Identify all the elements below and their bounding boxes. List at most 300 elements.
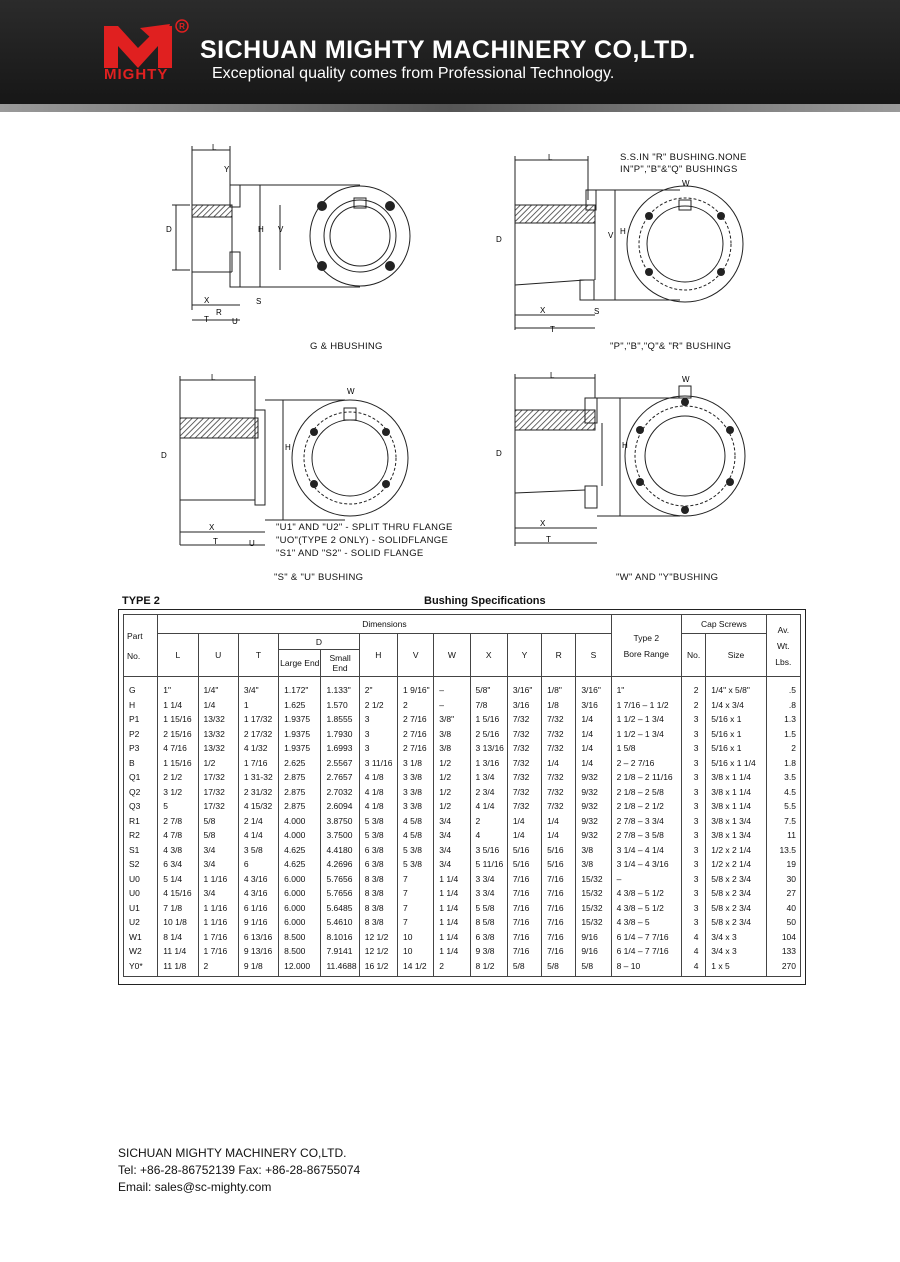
cell-H: 4 1/8: [359, 785, 397, 800]
cell-Y: 7/16: [507, 872, 541, 887]
cell-U: 13/32: [198, 741, 238, 756]
cell-X: 2 5/16: [470, 727, 507, 742]
cell-X: 2: [470, 814, 507, 829]
cell-U: 1/4: [198, 698, 238, 713]
dim-label-H2: H: [620, 227, 626, 236]
dim-label-L: L: [212, 143, 217, 152]
cell-R: 7/16: [542, 930, 576, 945]
header-D: D: [279, 634, 360, 650]
cell-part: B: [124, 756, 158, 771]
dim-label-L3: L: [211, 373, 216, 382]
caption-su-bushing: "S" & "U" BUSHING: [274, 572, 364, 583]
dim-label-H: H: [258, 225, 264, 234]
footer-company: SICHUAN MIGHTY MACHINERY CO,LTD.: [118, 1146, 347, 1160]
cell-W: 1 1/4: [434, 944, 470, 959]
cell-capno: 3: [682, 843, 706, 858]
cell-wt: 133: [766, 944, 800, 959]
cell-T: 6 1/16: [238, 901, 278, 916]
cell-Y: 5/16: [507, 843, 541, 858]
cell-L: 2 7/8: [158, 814, 198, 829]
header-lbs: Lbs.: [775, 656, 792, 667]
dim-label-X4: X: [540, 519, 546, 528]
cell-R: 7/32: [542, 799, 576, 814]
caption-gh-bushing: G & HBUSHING: [310, 341, 383, 352]
dim-label-S2: S: [594, 307, 600, 316]
cell-bore: 1 7/16 – 1 1/2: [611, 698, 682, 713]
cell-Y: 7/32: [507, 785, 541, 800]
cell-R: 7/32: [542, 741, 576, 756]
cell-Y: 7/16: [507, 901, 541, 916]
cell-R: 1/4: [542, 814, 576, 829]
cell-T: 6 13/16: [238, 930, 278, 945]
header-size: Size: [706, 634, 766, 677]
cell-bore: –: [611, 872, 682, 887]
cell-bore: 2 – 2 7/16: [611, 756, 682, 771]
cell-T: 4 1/4: [238, 828, 278, 843]
cell-small: 2.5567: [321, 756, 359, 771]
dim-label-L2: L: [548, 153, 553, 162]
cell-bore: 1": [611, 677, 682, 698]
cell-X: 8 5/8: [470, 915, 507, 930]
cell-X: 7/8: [470, 698, 507, 713]
cell-T: 4 15/32: [238, 799, 278, 814]
note-pbqr-line1: S.S.IN "R" BUSHING.NONE: [620, 152, 747, 163]
cell-wt: 5.5: [766, 799, 800, 814]
table-type-label: TYPE 2: [122, 595, 160, 607]
cell-size: 1/4" x 5/8": [706, 677, 766, 698]
cell-size: 5/8 x 2 3/4: [706, 915, 766, 930]
cell-R: 5/16: [542, 843, 576, 858]
header-bore: [611, 615, 682, 677]
table-row: [124, 799, 801, 814]
cell-H: 3: [359, 727, 397, 742]
header-X: X: [470, 634, 507, 677]
header-U: U: [198, 634, 238, 677]
cell-Y: 7/32: [507, 799, 541, 814]
cell-bore: 2 1/8 – 2 5/8: [611, 785, 682, 800]
gh-bushing-drawing: [160, 140, 420, 340]
cell-size: 5/16 x 1: [706, 727, 766, 742]
cell-L: 2 1/2: [158, 770, 198, 785]
header-part: [124, 615, 158, 677]
cell-V: 3 3/8: [398, 799, 434, 814]
cell-U: 3/4: [198, 843, 238, 858]
cell-L: 4 3/8: [158, 843, 198, 858]
dim-label-U: U: [232, 317, 238, 326]
table-row: [124, 785, 801, 800]
caption-pbqr-bushing: "P","B","Q"& "R" BUSHING: [610, 341, 732, 352]
cell-U: 17/32: [198, 785, 238, 800]
cell-W: 1/2: [434, 756, 470, 771]
cell-capno: 2: [682, 677, 706, 698]
cell-T: 4 3/16: [238, 886, 278, 901]
cell-L: 10 1/8: [158, 915, 198, 930]
cell-size: 1/2 x 2 1/4: [706, 843, 766, 858]
cell-capno: 4: [682, 944, 706, 959]
header-R: R: [542, 634, 576, 677]
table-row: [124, 727, 801, 742]
cell-X: 3 3/4: [470, 872, 507, 887]
cell-S: 3/16": [576, 677, 611, 698]
note-pbqr-line2: IN"P","B"&"Q" BUSHINGS: [620, 164, 738, 175]
cell-bore: 4 3/8 – 5 1/2: [611, 886, 682, 901]
header-H: H: [359, 634, 397, 677]
cell-part: Q2: [124, 785, 158, 800]
cell-X: 3 13/16: [470, 741, 507, 756]
cell-part: P2: [124, 727, 158, 742]
dim-label-D3: D: [161, 451, 167, 460]
cell-wt: 40: [766, 901, 800, 916]
cell-capno: 3: [682, 741, 706, 756]
cell-V: 10: [398, 944, 434, 959]
cell-bore: 1 5/8: [611, 741, 682, 756]
cell-large: 1.9375: [279, 727, 321, 742]
cell-size: 3/8 x 1 1/4: [706, 770, 766, 785]
cell-T: 2 17/32: [238, 727, 278, 742]
cell-U: 5/8: [198, 828, 238, 843]
cell-S: 9/32: [576, 799, 611, 814]
cell-X: 5 5/8: [470, 901, 507, 916]
cell-size: 1/2 x 2 1/4: [706, 857, 766, 872]
dim-label-X: X: [204, 296, 210, 305]
cell-L: 5 1/4: [158, 872, 198, 887]
cell-L: 5: [158, 799, 198, 814]
cell-Y: 3/16: [507, 698, 541, 713]
cell-L: 6 3/4: [158, 857, 198, 872]
header-Y: Y: [507, 634, 541, 677]
cell-U: 1/2: [198, 756, 238, 771]
cell-small: 11.4688: [321, 959, 359, 977]
cell-T: 9 13/16: [238, 944, 278, 959]
cell-U: 1 1/16: [198, 915, 238, 930]
cell-H: 6 3/8: [359, 857, 397, 872]
cell-small: 7.9141: [321, 944, 359, 959]
cell-V: 7: [398, 915, 434, 930]
cell-capno: 3: [682, 901, 706, 916]
table-row: [124, 828, 801, 843]
dim-label-W3: W: [347, 387, 355, 396]
header-part-label: Part: [127, 630, 143, 641]
dim-label-Y: Y: [224, 165, 230, 174]
cell-L: 4 15/16: [158, 886, 198, 901]
cell-R: 7/16: [542, 872, 576, 887]
cell-S: 9/16: [576, 944, 611, 959]
cell-S: 5/8: [576, 959, 611, 977]
cell-W: 2: [434, 959, 470, 977]
cell-Y: 5/16: [507, 857, 541, 872]
cell-part: Y0*: [124, 959, 158, 977]
cell-large: 8.500: [279, 930, 321, 945]
cell-bore: 2 1/8 – 2 1/2: [611, 799, 682, 814]
cell-U: 3/4: [198, 857, 238, 872]
cell-W: 3/8: [434, 741, 470, 756]
cell-V: 5 3/8: [398, 843, 434, 858]
logo-text: MIGHTY: [104, 66, 169, 83]
cell-small: 1.6993: [321, 741, 359, 756]
cell-part: P3: [124, 741, 158, 756]
cell-Y: 7/16: [507, 886, 541, 901]
pbqr-bushing-drawing: [490, 150, 770, 340]
cell-S: 3/8: [576, 857, 611, 872]
cell-bore: 2 7/8 – 3 3/4: [611, 814, 682, 829]
dim-label-U3: U: [249, 539, 255, 548]
cell-H: 8 3/8: [359, 915, 397, 930]
dim-label-W4: W: [682, 375, 690, 384]
cell-V: 3 3/8: [398, 785, 434, 800]
table-row: [124, 677, 801, 698]
cell-W: 1 1/4: [434, 930, 470, 945]
cell-capno: 3: [682, 828, 706, 843]
cell-L: 3 1/2: [158, 785, 198, 800]
cell-small: 2.6094: [321, 799, 359, 814]
cell-T: 9 1/8: [238, 959, 278, 977]
cell-part: U1: [124, 901, 158, 916]
header-type2: Type 2: [633, 632, 660, 643]
cell-large: 2.875: [279, 770, 321, 785]
cell-capno: 4: [682, 959, 706, 977]
header-W: W: [434, 634, 470, 677]
cell-bore: 1 1/2 – 1 3/4: [611, 727, 682, 742]
cell-R: 7/16: [542, 886, 576, 901]
cell-part: U0: [124, 886, 158, 901]
table-row: [124, 872, 801, 887]
cell-L: 1 1/4: [158, 698, 198, 713]
cell-capno: 4: [682, 930, 706, 945]
header-L: L: [158, 634, 198, 677]
header-wt: Wt.: [776, 640, 790, 651]
cell-H: 12 1/2: [359, 944, 397, 959]
cell-bore: 3 1/4 – 4 3/16: [611, 857, 682, 872]
cell-R: 7/16: [542, 944, 576, 959]
cell-bore: 8 – 10: [611, 959, 682, 977]
cell-small: 8.1016: [321, 930, 359, 945]
cell-H: 16 1/2: [359, 959, 397, 977]
cell-X: 4 1/4: [470, 799, 507, 814]
cell-R: 1/4: [542, 828, 576, 843]
cell-size: 5/16 x 1 1/4: [706, 756, 766, 771]
cell-large: 6.000: [279, 886, 321, 901]
cell-L: 11 1/4: [158, 944, 198, 959]
cell-wt: 270: [766, 959, 800, 977]
cell-W: 1 1/4: [434, 915, 470, 930]
cell-capno: 3: [682, 727, 706, 742]
cell-V: 4 5/8: [398, 828, 434, 843]
cell-capno: 3: [682, 857, 706, 872]
cell-T: 3 5/8: [238, 843, 278, 858]
cell-R: 7/16: [542, 915, 576, 930]
cell-R: 7/32: [542, 712, 576, 727]
cell-R: 7/32: [542, 727, 576, 742]
cell-bore: 6 1/4 – 7 7/16: [611, 930, 682, 945]
header-S: S: [576, 634, 611, 677]
cell-L: 4 7/16: [158, 741, 198, 756]
cell-U: 13/32: [198, 712, 238, 727]
bushing-spec-table: [123, 614, 801, 977]
cell-H: 3 11/16: [359, 756, 397, 771]
cell-X: 3 3/4: [470, 886, 507, 901]
cell-part: R2: [124, 828, 158, 843]
spec-table-body: [124, 677, 801, 977]
cell-size: 5/16 x 1: [706, 741, 766, 756]
cell-bore: 3 1/4 – 4 1/4: [611, 843, 682, 858]
cell-size: 3/8 x 1 1/4: [706, 799, 766, 814]
cell-L: 1 15/16: [158, 712, 198, 727]
header-part-no: No.: [127, 650, 141, 661]
cell-bore: 1 1/2 – 1 3/4: [611, 712, 682, 727]
cell-X: 9 3/8: [470, 944, 507, 959]
dim-label-D: D: [166, 225, 172, 234]
dim-label-T4: T: [546, 535, 551, 544]
cell-W: 1 1/4: [434, 872, 470, 887]
table-row: [124, 698, 801, 713]
cell-size: 3/8 x 1 1/4: [706, 785, 766, 800]
cell-size: 5/16 x 1: [706, 712, 766, 727]
footer-email: Email: sales@sc-mighty.com: [118, 1180, 272, 1194]
cell-H: 5 3/8: [359, 814, 397, 829]
cell-part: S2: [124, 857, 158, 872]
cell-part: P1: [124, 712, 158, 727]
cell-H: 2 1/2: [359, 698, 397, 713]
cell-S: 9/32: [576, 814, 611, 829]
cell-X: 5 11/16: [470, 857, 507, 872]
table-row: [124, 886, 801, 901]
table-title: Bushing Specifications: [424, 595, 546, 607]
cell-U: 3/4: [198, 886, 238, 901]
cell-S: 1/4: [576, 756, 611, 771]
dim-label-R: R: [216, 308, 222, 317]
dim-label-X3: X: [209, 523, 215, 532]
cell-R: 7/32: [542, 770, 576, 785]
cell-T: 1 7/16: [238, 756, 278, 771]
cell-small: 4.2696: [321, 857, 359, 872]
dim-label-V: V: [278, 225, 284, 234]
cell-wt: 50: [766, 915, 800, 930]
header-cap-screws: Cap Screws: [682, 615, 767, 634]
cell-V: 1 9/16": [398, 677, 434, 698]
cell-part: G: [124, 677, 158, 698]
cell-large: 2.625: [279, 756, 321, 771]
header-large-end: Large End: [279, 650, 321, 677]
cell-R: 7/16: [542, 901, 576, 916]
cell-Y: 7/32: [507, 741, 541, 756]
cell-H: 6 3/8: [359, 843, 397, 858]
cell-V: 14 1/2: [398, 959, 434, 977]
dim-label-T3: T: [213, 537, 218, 546]
dim-label-X2: X: [540, 306, 546, 315]
cell-S: 15/32: [576, 872, 611, 887]
cell-capno: 3: [682, 770, 706, 785]
cell-size: 5/8 x 2 3/4: [706, 886, 766, 901]
cell-T: 4 1/32: [238, 741, 278, 756]
dim-label-S: S: [256, 297, 262, 306]
cell-wt: 11: [766, 828, 800, 843]
spec-table-frame: [118, 609, 806, 985]
cell-L: 8 1/4: [158, 930, 198, 945]
wy-bushing-drawing: [490, 368, 770, 550]
table-row: [124, 915, 801, 930]
cell-wt: 19: [766, 857, 800, 872]
cell-Y: 7/32: [507, 712, 541, 727]
cell-small: 5.7656: [321, 886, 359, 901]
cell-Y: 3/16": [507, 677, 541, 698]
cell-T: 4 3/16: [238, 872, 278, 887]
cell-H: 8 3/8: [359, 872, 397, 887]
cell-small: 3.8750: [321, 814, 359, 829]
header-V: V: [398, 634, 434, 677]
cell-T: 1 17/32: [238, 712, 278, 727]
cell-H: 8 3/8: [359, 886, 397, 901]
cell-S: 1/4: [576, 712, 611, 727]
cell-wt: 1.5: [766, 727, 800, 742]
company-slogan: Exceptional quality comes from Professional Technology.: [212, 65, 615, 82]
cell-T: 6: [238, 857, 278, 872]
cell-S: 1/4: [576, 727, 611, 742]
cell-W: 1 1/4: [434, 901, 470, 916]
cell-wt: 7.5: [766, 814, 800, 829]
cell-V: 2 7/16: [398, 741, 434, 756]
cell-T: 2 31/32: [238, 785, 278, 800]
cell-U: 1 7/16: [198, 930, 238, 945]
cell-part: R1: [124, 814, 158, 829]
cell-U: 1 7/16: [198, 944, 238, 959]
cell-part: H: [124, 698, 158, 713]
cell-capno: 3: [682, 799, 706, 814]
cell-H: 3: [359, 712, 397, 727]
cell-part: U0: [124, 872, 158, 887]
table-row: [124, 741, 801, 756]
cell-S: 3/16: [576, 698, 611, 713]
cell-small: 1.8555: [321, 712, 359, 727]
cell-U: 1 1/16: [198, 872, 238, 887]
cell-W: 3/8: [434, 727, 470, 742]
company-title: SICHUAN MIGHTY MACHINERY CO,LTD.: [200, 36, 696, 64]
cell-T: 2 1/4: [238, 814, 278, 829]
table-row: [124, 959, 801, 977]
cell-H: 5 3/8: [359, 828, 397, 843]
cell-capno: 3: [682, 712, 706, 727]
cell-S: 3/8: [576, 843, 611, 858]
cell-capno: 3: [682, 872, 706, 887]
cell-H: 3: [359, 741, 397, 756]
dim-label-T2: T: [550, 325, 555, 334]
table-row: [124, 756, 801, 771]
dim-label-H3: H: [285, 443, 291, 452]
cell-Y: 1/4: [507, 814, 541, 829]
cell-W: 3/4: [434, 814, 470, 829]
cell-L: 7 1/8: [158, 901, 198, 916]
cell-large: 8.500: [279, 944, 321, 959]
cell-X: 5/8": [470, 677, 507, 698]
note-su-line3: "S1" AND "S2" - SOLID FLANGE: [276, 548, 424, 559]
cell-large: 1.9375: [279, 741, 321, 756]
cell-small: 1.133": [321, 677, 359, 698]
cell-H: 4 1/8: [359, 799, 397, 814]
cell-H: 2": [359, 677, 397, 698]
table-row: [124, 857, 801, 872]
dim-label-D2: D: [496, 235, 502, 244]
cell-W: 1/2: [434, 785, 470, 800]
cell-Y: 5/8: [507, 959, 541, 977]
header-cap-no: No.: [682, 634, 706, 677]
footer-tel-fax: Tel: +86-28-86752139 Fax: +86-28-86755074: [118, 1163, 361, 1177]
cell-L: 1": [158, 677, 198, 698]
cell-X: 8 1/2: [470, 959, 507, 977]
cell-size: 3/4 x 3: [706, 930, 766, 945]
cell-R: 5/16: [542, 857, 576, 872]
dim-label-L4: L: [550, 371, 555, 380]
cell-wt: 104: [766, 930, 800, 945]
cell-Y: 1/4: [507, 828, 541, 843]
